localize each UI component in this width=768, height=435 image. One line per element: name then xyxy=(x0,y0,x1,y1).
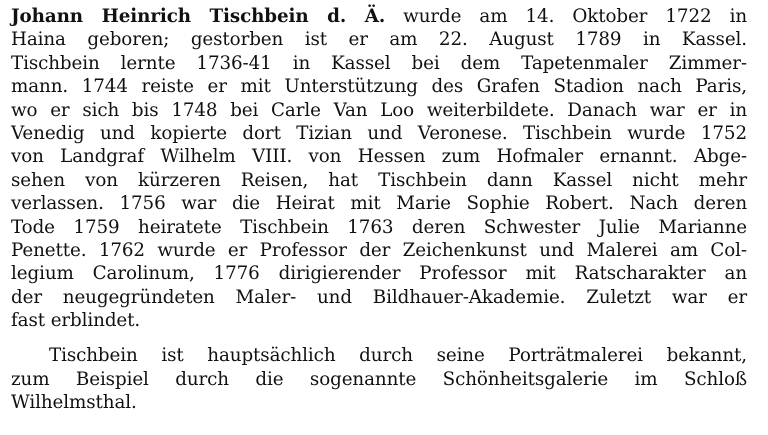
text-line: Penette. 1762 wurde er Professor der Zeichenkunst und Malerei am Col- xyxy=(11,239,747,261)
paragraph-biography xyxy=(11,5,747,332)
text-line: Haina geboren; gestorben ist er am 22. August 1789 in Kassel. xyxy=(11,29,747,51)
text-line-fragment: wurde am 14. Oktober 1722 in xyxy=(385,6,748,27)
text-line: wo er sich bis 1748 bei Carle Van Loo weiterbildete. Danach war er in xyxy=(11,99,747,121)
text-line: fast erblindet. xyxy=(11,310,141,332)
text-line: verlassen. 1756 war die Heirat mit Marie Sophie Robert. Nach deren xyxy=(11,193,747,215)
text-line: Wilhelmsthal. xyxy=(11,392,137,414)
document-page xyxy=(11,5,747,415)
text-line: sehen von kürzeren Reisen, hat Tischbein dann Kassel nicht mehr xyxy=(11,169,747,191)
text-line xyxy=(11,5,747,28)
text-line: von Landgraf Wilhelm VIII. von Hessen zum Hofmaler ernannt. Abge- xyxy=(11,146,747,168)
text-line: legium Carolinum, 1776 dirigierender Professor mit Ratscharakter an xyxy=(11,263,747,285)
person-name: Johann Heinrich Tischbein d. Ä. xyxy=(11,6,386,27)
text-line: mann. 1744 reiste er mit Unterstützung des Grafen Stadion nach Paris, xyxy=(11,76,747,98)
text-line: zum Beispiel durch die sogenannte Schönheitsgalerie im Schloß xyxy=(11,368,747,390)
text-line: Tischbein ist hauptsächlich durch seine Porträtmalerei bekannt, xyxy=(49,345,747,367)
text-line: Tischbein lernte 1736-41 in Kassel bei dem Tapetenmaler Zimmer- xyxy=(11,52,747,74)
paragraph-portraits xyxy=(11,344,747,414)
text-line: der neugegründeten Maler- und Bildhauer-Akademie. Zuletzt war er xyxy=(11,286,747,308)
text-line: Tode 1759 heiratete Tischbein 1763 deren Schwester Julie Marianne xyxy=(11,216,747,238)
text-line: Venedig und kopierte dort Tizian und Veronese. Tischbein wurde 1752 xyxy=(11,122,747,144)
